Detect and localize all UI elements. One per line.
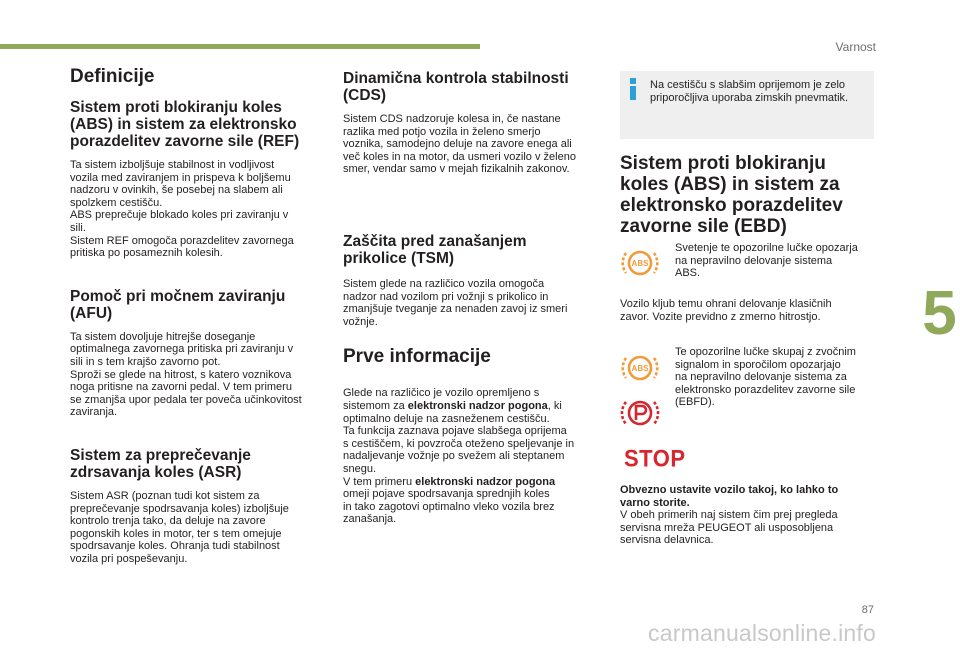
paragraph-tsm: Sistem glede na različico vozila omogoča nadzor nad vozilom pri vožnji s prikolico in zmanjšuje tveganje za nenaden zavoj iz smeri vožnje. (343, 277, 568, 328)
paragraph-abs-lamp-note: Vozilo kljub temu ohrani delovanje klasičnih zavor. Vozite previdno z zmerno hitrostjo. (620, 298, 832, 323)
stop-warning-bold: Obvezno ustavite vozilo takoj, ko lahko to varno storite. (620, 484, 839, 509)
column-middle (343, 70, 605, 526)
heading-abs-ref: Sistem proti blokiranju koles (ABS) in sistem za elektronsko porazdelitev zavorne sile (REF) (70, 99, 300, 150)
paragraph-cds: Sistem CDS nadzoruje kolesa in, če nastane razlika med potjo vozila in želeno smerjo voznika, samodejno deluje na zavore enega ali več koles in na motor, da usmeri vozilo v želeno smer, vendar samo v mejah fizikalnih zakonov. (343, 113, 576, 176)
paragraph-prve-informacije: Glede na različico je vozilo opremljeno s sistemom za elektronski nadzor pogona, ki optimalno deluje na zasneženem cestišču. Ta funkcija zaznava pojave slabšega oprijema s cestiščem, ki povzroča oteženo speljevanje in nadaljevanje vožnje po svežem ali steptanem snegu. V tem primeru elektronski nadzor pogona omeji pojave spodrsavanja sprednjih koles in tako zagotovi optimalno vleko vozila brez zanašanja. (343, 387, 575, 526)
abs-icon-label: ABS (631, 259, 649, 268)
chapter-number-tab: 5 (919, 280, 960, 348)
section-title: Varnost (835, 40, 876, 54)
stop-warning-icon: STOP (624, 444, 686, 473)
paragraph-asr: Sistem ASR (poznan tudi kot sistem za preprečevanje spodrsavanja koles) izboljšuje kontrolo trenja tako, da deluje na zavore pogonskih koles in motor, ter s tem omejuje spodrsavanje koles. Ohranja tudi stabilnost vozila pri pospeševanju. (70, 489, 289, 565)
page-number: 87 (861, 604, 874, 616)
heading-asr: Sistem za preprečevanje zdrsavanja koles (ASR) (70, 446, 251, 481)
watermark: carmanualsonline.info (648, 620, 876, 646)
info-text: Na cestišču s slabšim oprijemom je zelo priporočljiva uporaba zimskih pnevmatik. (650, 79, 849, 104)
heading-abs-ebd: Sistem proti blokiranju koles (ABS) in sistem za elektronsko porazdelitev zavorne sile (EBD) (620, 153, 843, 237)
stop-warning-block (620, 484, 880, 547)
info-icon (628, 78, 638, 100)
info-box (620, 71, 874, 139)
bold-elektronski-nadzor-1: elektronski nadzor pogona (407, 399, 548, 412)
heading-prve-informacije: Prve informacije (343, 346, 491, 368)
abs-icon-label-2: ABS (631, 364, 649, 373)
abs-warning-icon-2 (620, 350, 660, 386)
header-accent-bar (0, 44, 480, 49)
heading-tsm: Zaščita pred zanašanjem prikolice (TSM) (343, 232, 527, 267)
paragraph-abs-lamp: Svetenje te opozorilne lučke opozarja na nepravilno delovanje sistema ABS. (675, 242, 858, 280)
paragraph-afu: Ta sistem dovoljuje hitrejše doseganje optimalnega zavornega pritiska pri zaviranju v sili in s tem krajšo zavorno pot. Sproži se glede na hitrost, s katero voznikova noga pritisne na zavorni pedal. V tem primeru se zmanjša upor pedala ter poveča učinkovitost zaviranja. (70, 330, 302, 419)
parking-brake-warning-icon (620, 394, 660, 432)
column-left (70, 66, 330, 565)
bold-elektronski-nadzor-2: elektronski nadzor pogona (415, 475, 556, 488)
stop-warning-text: V obeh primerih naj sistem čim prej pregleda servisna mreža PEUGEOT ali usposobljena servisna delavnica. (620, 509, 838, 547)
abs-warning-icon (620, 245, 660, 281)
heading-afu: Pomoč pri močnem zaviranju (AFU) (70, 287, 286, 322)
heading-cds: Dinamična kontrola stabilnosti (CDS) (343, 70, 569, 104)
page-heading-definicije: Definicije (70, 66, 155, 87)
paragraph-ebd-lamps: Te opozorilne lučke skupaj z zvočnim signalom in sporočilom opozarjajo na nepravilno delovanje sistema za elektronsko porazdelitev zavorne sile (EBFD). (675, 346, 856, 409)
paragraph-abs-ref: Ta sistem izboljšuje stabilnost in vodljivost vozila med zaviranjem in prispeva k boljšemu nadzoru v ovinkih, še posebej na slabem ali spolzkem cestišču. ABS preprečuje blokado koles pri zaviranju v sili. Sistem REF omogoča porazdelitev zavornega pritiska po posameznih kolesih. (70, 159, 294, 260)
